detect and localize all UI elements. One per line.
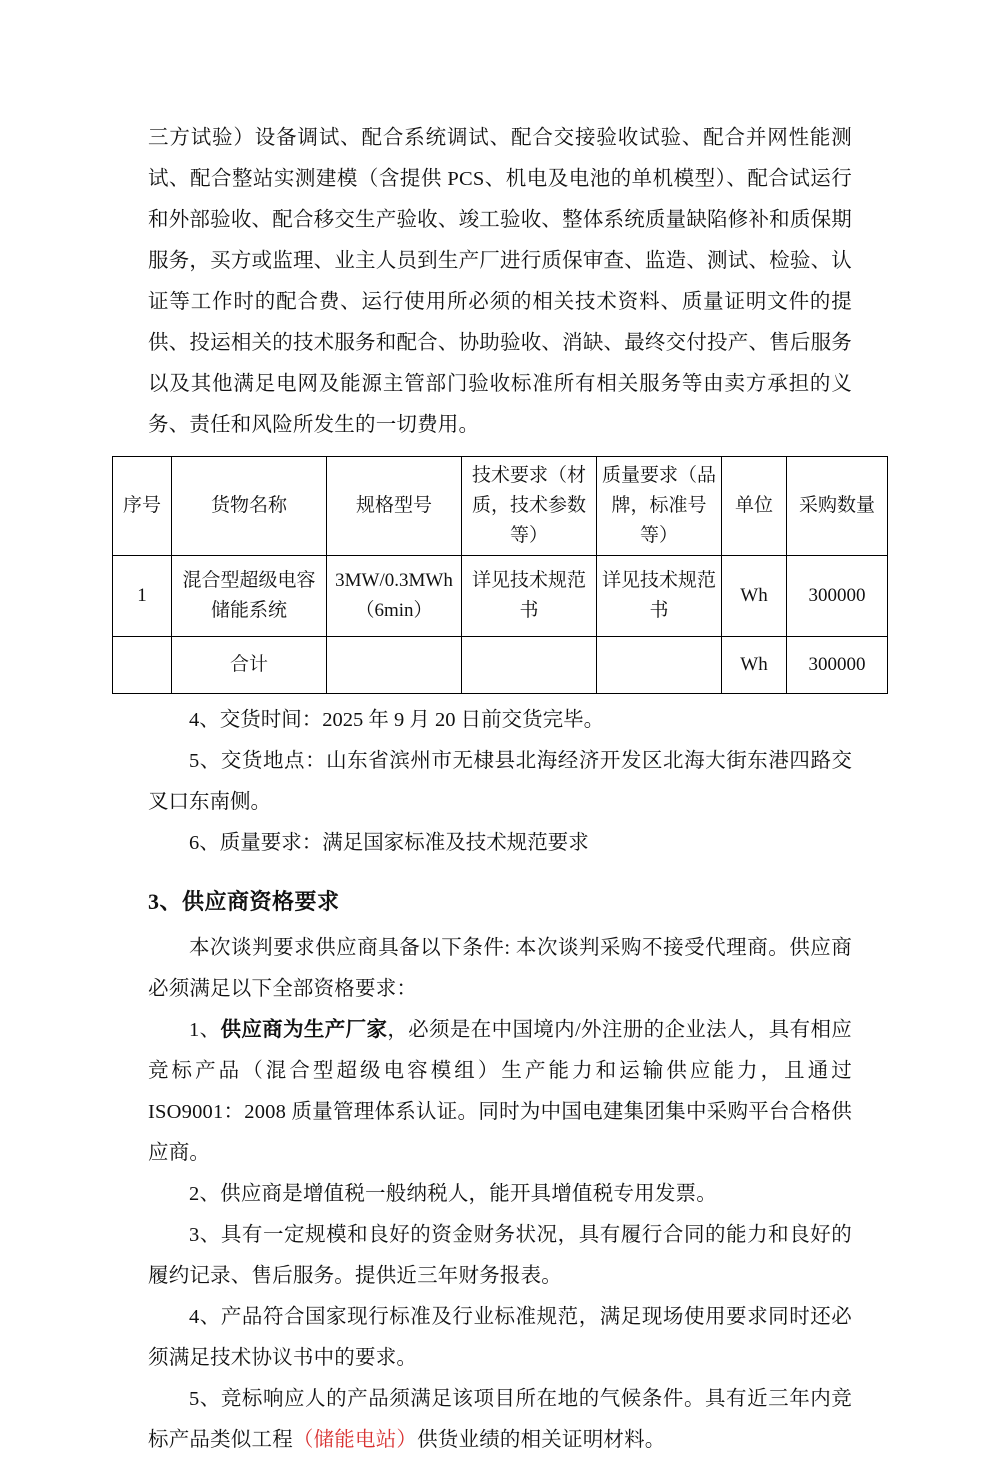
cell-quality: 详见技术规范书 [597, 556, 722, 637]
total-label: 合计 [172, 637, 327, 694]
quality-requirement-line: 6、质量要求：满足国家标准及技术规范要求 [189, 832, 589, 854]
total-cell-quality [597, 637, 722, 694]
requirement-item-1 [148, 1010, 852, 1174]
section-intro: 本次谈判要求供应商具备以下条件: 本次谈判采购不接受代理商。供应商必须满足以下全部资格要求： [148, 937, 852, 1000]
total-cell-seq [113, 637, 172, 694]
requirement-4-prefix: 4、 [189, 1306, 221, 1328]
requirement-5-part1: 5、竞标响应人的产品须满足该项目所在地的气候条件。具有近三年内竞标产品类似工程 [148, 1388, 852, 1451]
requirement-2-prefix: 2、 [189, 1183, 221, 1205]
requirement-1-prefix: 1、 [189, 1019, 221, 1041]
cell-unit: Wh [722, 556, 787, 637]
requirement-2-rest: 供应商是增值税一般纳税人，能开具增值税专用发票。 [220, 1183, 717, 1205]
total-cell-model [327, 637, 462, 694]
goods-table [112, 456, 888, 694]
header-name: 货物名称 [172, 457, 327, 556]
header-tech: 技术要求（材质，技术参数等） [462, 457, 597, 556]
cell-quantity: 300000 [787, 556, 888, 637]
cell-model: 3MW/0.3MWh（6min） [327, 556, 462, 637]
header-model: 规格型号 [327, 457, 462, 556]
requirement-item-2 [148, 1174, 852, 1215]
goods-table-wrapper [122, 446, 875, 700]
requirement-5-part2: 供货业绩的相关证明材料。 [417, 1429, 666, 1451]
requirement-item-3 [148, 1215, 852, 1297]
requirement-item-4 [148, 1297, 852, 1379]
total-cell-unit: Wh [722, 637, 787, 694]
delivery-place-line: 5、交货地点：山东省滨州市无棣县北海经济开发区北海大街东港四路交叉口东南侧。 [148, 750, 852, 813]
total-cell-quantity: 300000 [787, 637, 888, 694]
total-cell-tech [462, 637, 597, 694]
cell-tech: 详见技术规范书 [462, 556, 597, 637]
requirement-1-rest: ，必须是在中国境内/外注册的企业法人，具有相应竞标产品（混合型超级电容模组）生产能力和运输供应能力，且通过 ISO9001：2008 质量管理体系认证。同时为中国电建集团集中采购平台合格供应商。 [148, 1019, 853, 1164]
requirement-item-5 [148, 1379, 852, 1461]
requirement-5-highlight: （储能电站） [292, 1429, 418, 1451]
section-heading-supplier-qualification: 3、供应商资格要求 [148, 889, 340, 914]
requirement-3-rest: 具有一定规模和良好的资金财务状况，具有履行合同的能力和良好的履约记录、售后服务。提供近三年财务报表。 [148, 1224, 853, 1287]
table-header-row [113, 457, 888, 556]
table-total-row [113, 637, 888, 694]
cell-name: 混合型超级电容储能系统 [172, 556, 327, 637]
cell-seq: 1 [113, 556, 172, 637]
header-seq: 序号 [113, 457, 172, 556]
opening-paragraph: 三方试验）设备调试、配合系统调试、配合交接验收试验、配合并网性能测试、配合整站实测建模（含提供 PCS、机电及电池的单机模型）、配合试运行和外部验收、配合移交生产验收、竣工验收、整体系统质量缺陷修补和质保期服务，买方或监理、业主人员到生产厂进行质保审查、监造、测试、检验、认证等工作时的配合费、运行使用所必须的相关技术资料、质量证明文件的提供、投运相关的技术服务和配合、协助验收、消缺、最终交付投产、售后服务以及其他满足电网及能源主管部门验收标准所有相关服务等由卖方承担的义务、责任和风险所发生的一切费用。 [148, 127, 852, 436]
requirement-4-rest: 产品符合国家现行标准及行业标准规范，满足现场使用要求同时还必须满足技术协议书中的要求。 [148, 1306, 853, 1369]
requirement-1-bold: 供应商为生产厂家 [220, 1019, 388, 1041]
header-quantity: 采购数量 [787, 457, 888, 556]
header-unit: 单位 [722, 457, 787, 556]
table-row [113, 556, 888, 637]
requirement-3-prefix: 3、 [189, 1224, 221, 1246]
header-quality: 质量要求（品牌，标准号等） [597, 457, 722, 556]
delivery-time-line: 4、交货时间：2025 年 9 月 20 日前交货完毕。 [189, 709, 605, 731]
